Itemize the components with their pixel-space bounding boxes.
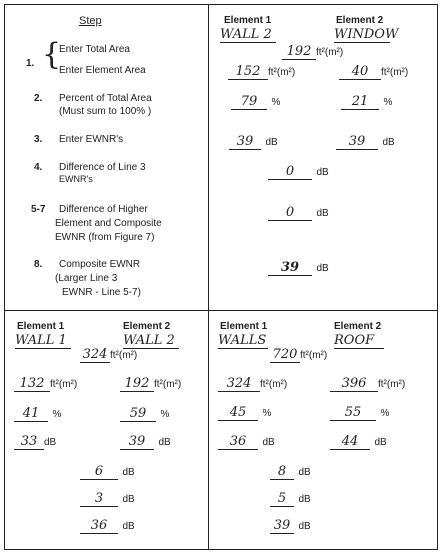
bl-e2-percent-unit: % <box>160 409 170 420</box>
br-element1-header: Element 1 <box>220 321 268 332</box>
top-diff-composite-value: 0 <box>268 205 312 221</box>
bl-e1-percent-unit: % <box>52 409 62 420</box>
br-diff-line3 <box>270 462 311 480</box>
step4-number: 4. <box>34 162 43 173</box>
br-diff-composite-value: 5 <box>270 491 294 507</box>
top-e1-area <box>228 62 295 80</box>
top-e1-percent-unit: % <box>271 97 281 108</box>
top-total-area-unit: ft²(m²) <box>316 47 344 58</box>
step1-brace: { <box>42 37 62 72</box>
bl-e2-area-unit: ft²(m²) <box>154 379 182 390</box>
top-e1-area-value: 152 <box>228 64 268 80</box>
step1-label-total: Enter Total Area <box>59 44 130 55</box>
bl-total-area-value: 324 <box>80 347 110 363</box>
br-e2-percent-value: 55 <box>330 405 376 421</box>
br-e2-percent <box>330 403 389 421</box>
br-composite-unit: dB <box>298 521 311 532</box>
bl-diff-composite-unit: dB <box>122 494 135 505</box>
br-e1-area <box>218 374 287 392</box>
top-total-area-value: 192 <box>282 44 316 60</box>
br-element1-name: WALLS <box>218 333 267 348</box>
bl-e1-ewnr <box>14 432 56 450</box>
step1-label-element: Enter Element Area <box>59 65 146 76</box>
bl-element2-header: Element 2 <box>123 321 171 332</box>
bl-e1-percent-value: 41 <box>14 406 48 422</box>
bl-e2-percent <box>120 404 169 422</box>
top-e2-area <box>339 62 408 80</box>
top-e1-percent-value: 79 <box>231 94 267 110</box>
br-total-area-value: 720 <box>270 347 300 363</box>
br-e1-ewnr-value: 36 <box>218 434 258 450</box>
br-e1-percent-value: 45 <box>218 405 258 421</box>
bl-composite-unit: dB <box>122 521 135 532</box>
top-e1-area-unit: ft²(m²) <box>268 67 296 78</box>
br-e1-area-unit: ft²(m²) <box>260 379 288 390</box>
bl-e2-area-value: 192 <box>120 376 154 392</box>
br-composite <box>270 516 311 534</box>
br-e2-percent-unit: % <box>380 408 390 419</box>
step2-number: 2. <box>34 93 43 104</box>
step5-note2: EWNR (from Figure 7) <box>55 232 155 243</box>
step3-label: Enter EWNR's <box>59 134 124 145</box>
bl-composite-value: 36 <box>80 518 118 534</box>
top-e2-percent <box>341 92 392 110</box>
top-e2-area-unit: ft²(m²) <box>381 67 409 78</box>
br-e2-area-unit: ft²(m²) <box>378 379 406 390</box>
br-e2-area <box>330 374 405 392</box>
br-composite-value: 39 <box>270 518 294 534</box>
bl-diff-line3-unit: dB <box>122 467 135 478</box>
br-diff-composite-unit: dB <box>298 494 311 505</box>
bl-e2-ewnr-value: 39 <box>120 434 154 450</box>
br-diff-line3-unit: dB <box>298 467 311 478</box>
bl-element2-name: WALL 2 <box>123 333 179 349</box>
top-composite-unit: dB <box>316 263 329 274</box>
step1-number: 1. <box>26 58 35 69</box>
br-diff-composite <box>270 489 311 507</box>
bl-e2-ewnr-unit: dB <box>158 437 171 448</box>
bl-diff-composite <box>80 489 135 507</box>
bl-e1-percent <box>14 404 61 422</box>
bl-e2-area <box>120 374 181 392</box>
outer-border-left <box>4 4 5 550</box>
outer-border-right <box>437 4 438 550</box>
top-composite <box>268 258 329 276</box>
bl-element1-name: WALL 1 <box>15 333 71 349</box>
top-composite-value: 39 <box>268 260 312 276</box>
top-element1-name: WALL 2 <box>220 27 276 43</box>
br-e1-percent-unit: % <box>262 408 272 419</box>
top-e2-ewnr <box>336 132 395 150</box>
br-e1-percent <box>218 403 271 421</box>
br-e1-ewnr-unit: dB <box>262 437 275 448</box>
top-diff-composite <box>268 203 329 221</box>
step8-note2: EWNR - Line 5-7) <box>62 287 141 298</box>
br-e1-ewnr <box>218 432 275 450</box>
bl-e1-area <box>14 374 77 392</box>
top-element2-header: Element 2 <box>336 15 384 26</box>
br-element2-name: ROOF <box>334 333 384 349</box>
top-diff-line3 <box>268 162 329 180</box>
br-diff-line3-value: 8 <box>270 464 294 480</box>
bl-composite <box>80 516 135 534</box>
column-divider <box>208 4 209 550</box>
br-total-area-unit: ft²(m²) <box>300 350 328 361</box>
top-e2-percent-unit: % <box>383 97 393 108</box>
top-e2-ewnr-unit: dB <box>382 137 395 148</box>
bl-e2-percent-value: 59 <box>120 406 156 422</box>
top-e2-area-value: 40 <box>339 64 381 80</box>
bl-e1-ewnr-value: 33 <box>14 434 44 450</box>
bl-diff-line3-value: 6 <box>80 464 118 480</box>
br-total-area <box>270 345 327 363</box>
br-element2-header: Element 2 <box>334 321 382 332</box>
step8-label: Composite EWNR <box>59 259 141 270</box>
step8-note1: (Larger Line 3 <box>55 273 118 284</box>
top-e1-ewnr-value: 39 <box>229 134 261 150</box>
outer-border-top <box>4 4 438 5</box>
step3-number: 3. <box>34 134 43 145</box>
step2-note: (Must sum to 100% ) <box>59 106 152 117</box>
top-total-area <box>282 42 343 60</box>
step5-label: Difference of Higher <box>59 204 148 215</box>
outer-border-bottom <box>4 549 438 550</box>
top-e2-ewnr-value: 39 <box>336 134 378 150</box>
bl-total-area <box>80 345 137 363</box>
bl-e2-ewnr <box>120 432 171 450</box>
bl-e1-area-value: 132 <box>14 376 50 392</box>
br-e1-area-value: 324 <box>218 376 260 392</box>
top-e1-ewnr <box>229 132 278 150</box>
step5-number: 5-7 <box>31 204 46 215</box>
step-header: Step <box>79 15 102 27</box>
bl-total-area-unit: ft²(m²) <box>110 350 138 361</box>
br-e2-area-value: 396 <box>330 376 378 392</box>
bl-diff-line3 <box>80 462 135 480</box>
br-e2-ewnr-value: 44 <box>330 434 370 450</box>
bl-e1-area-unit: ft²(m²) <box>50 379 78 390</box>
top-element1-header: Element 1 <box>224 15 272 26</box>
top-diff-line3-value: 0 <box>268 164 312 180</box>
step8-number: 8. <box>34 259 43 270</box>
bl-element1-header: Element 1 <box>17 321 65 332</box>
step2-label: Percent of Total Area <box>59 93 152 104</box>
br-e2-ewnr <box>330 432 387 450</box>
step4-label: Difference of Line 3 <box>59 162 146 173</box>
top-e2-percent-value: 21 <box>341 94 379 110</box>
top-e1-ewnr-unit: dB <box>265 137 278 148</box>
step4-note: EWNR's <box>59 174 93 184</box>
top-element2-name: WINDOW <box>334 27 399 42</box>
step5-note1: Element and Composite <box>55 218 162 229</box>
top-e1-percent <box>231 92 280 110</box>
top-diff-composite-unit: dB <box>316 208 329 219</box>
br-e2-ewnr-unit: dB <box>374 437 387 448</box>
bl-diff-composite-value: 3 <box>80 491 118 507</box>
top-diff-line3-unit: dB <box>316 167 329 178</box>
section-divider <box>4 310 438 311</box>
bl-e1-ewnr-unit: dB <box>44 437 57 448</box>
